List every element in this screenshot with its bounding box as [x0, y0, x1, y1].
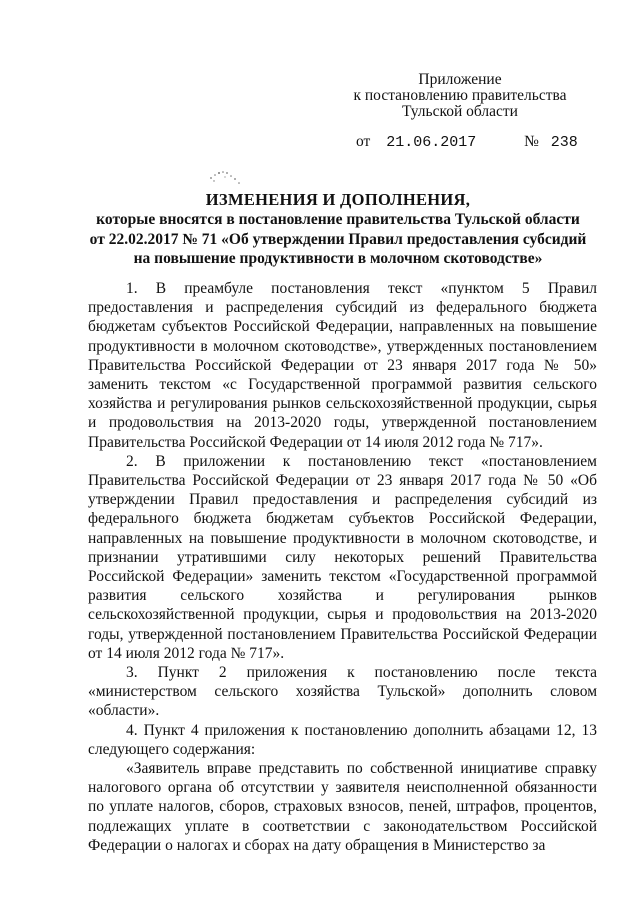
paragraph-5: «Заявитель вправе представить по собственной инициативе справку налогового органа об отсутствии у заявителя неисполненной обязанности по уплате налогов, сборов, страховых взносов, пеней, штрафов, процентов, подлежащих уплате в соответствии с законодательством Российской Федерации о налогах и сборах на дату обращения в Министерство за	[88, 760, 597, 854]
appendix-line-2: к постановлению правительства	[353, 87, 567, 104]
scan-mark	[205, 164, 245, 186]
number-sign: №	[524, 133, 539, 150]
appendix-header	[350, 72, 570, 120]
title-sub-line-2: от 22.02.2017 № 71 «Об утверждении Правил предоставления субсидий	[89, 230, 587, 248]
title-sub-line-3: на повышение продуктивности в молочном скотоводстве»	[133, 250, 543, 267]
title-sub-line-1: которые вносятся в постановление правительства Тульской области	[96, 211, 580, 228]
date-label: от	[356, 133, 371, 150]
document-title	[78, 189, 598, 269]
paragraph-3: 3. Пункт 2 приложения к постановлению после текста «министерством сельского хозяйства Тульской» дополнить словом «области».	[88, 664, 597, 720]
paragraph-4: 4. Пункт 4 приложения к постановлению дополнить абзацами 12, 13 следующего содержания:	[88, 721, 597, 758]
paragraph-2: 2. В приложении к постановлению текст «постановлением Правительства Российской Федерации от 23 января 2017 года № 50 «Об утверждении Правил предоставления и распределения субсидий из федерального бюджета бюджетам субъектов Российской Федерации, направленных на повышение продуктивности в молочном скотоводстве, и признании утратившими силу некоторых решений Правительства Российской Федерации» заменить текстом «Государственной программой развития сельского хозяйства и регулирования рынков сельскохозяйственной продукции, сырья и продовольствия на 2013-2020 годы, утвержденной постановлением Правительства Российской Федерации от 14 июля 2012 года № 717».	[88, 452, 597, 662]
appendix-line-1: Приложение	[418, 71, 502, 88]
paragraph-1: 1. В преамбуле постановления текст «пунктом 5 Правил предоставления и распределения субсидий из федерального бюджета бюджетам субъектов Российской Федерации, направленных на повышение продуктивности в молочном скотоводстве», утвержденных постановлением Правительства Российской Федерации от 23 января 2017 года № 50» заменить текстом «с Государственной программой развития сельского хозяйства и регулирования рынков сельскохозяйственной продукции, сырья и продовольствия на 2013-2020 годы, утвержденной постановлением Правительства Российской Федерации от 14 июля 2012 года № 717».	[88, 280, 597, 451]
title-main: ИЗМЕНЕНИЯ И ДОПОЛНЕНИЯ,	[205, 190, 471, 209]
appendix-line-3: Тульской области	[402, 103, 518, 120]
resolution-number: 238	[550, 134, 578, 151]
resolution-meta	[356, 133, 578, 151]
document-body	[88, 279, 597, 855]
resolution-date: 21.06.2017	[386, 134, 477, 151]
